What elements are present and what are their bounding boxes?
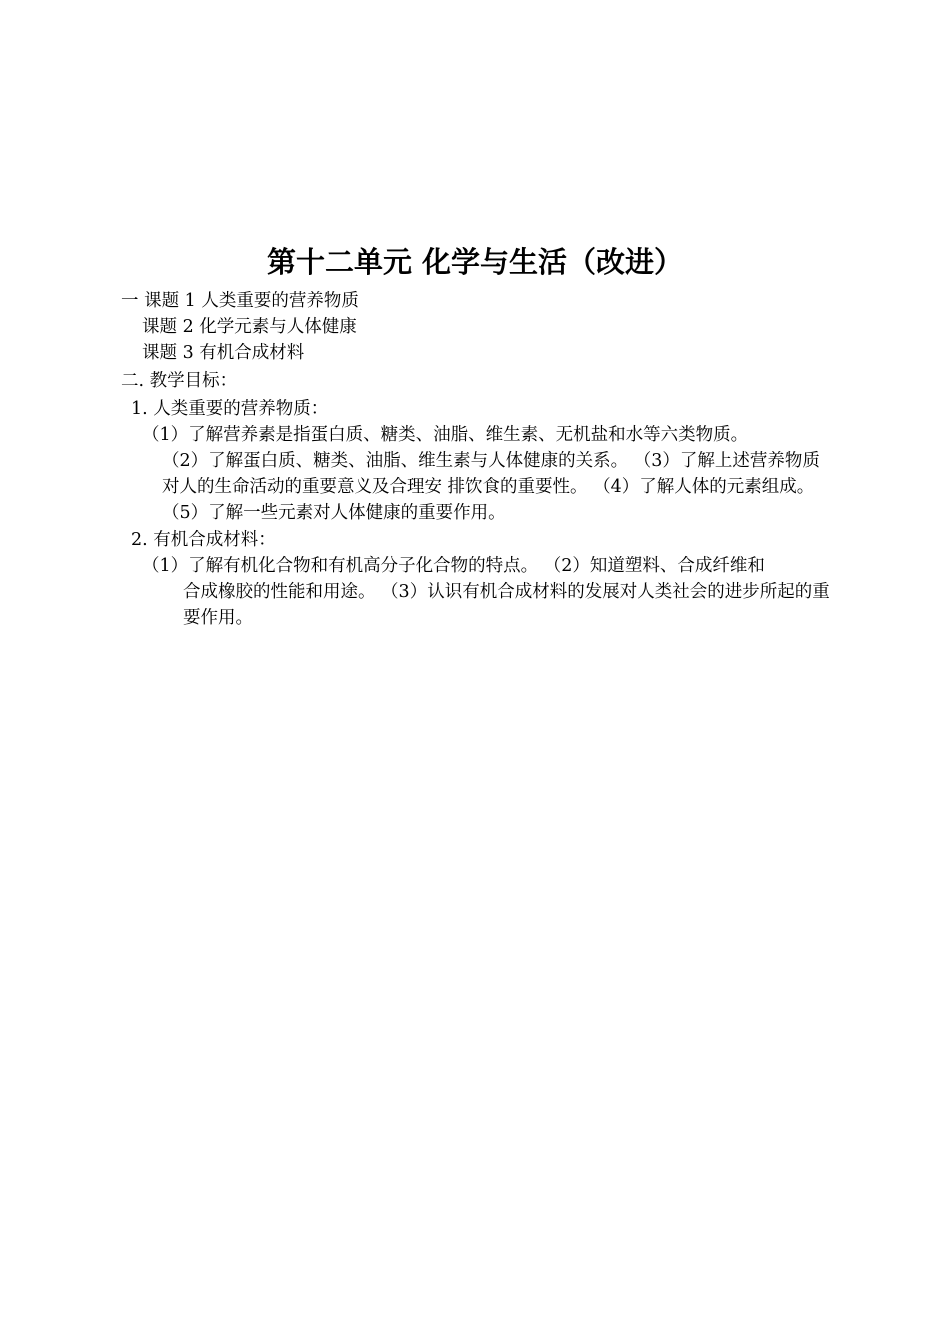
goal-1-items-2-5: （2）了解蛋白质、糖类、油脂、维生素与人体健康的关系。 （3）了解上述营养物质对人的生命活动的重要意义及合理安 排饮食的重要性。 （4）了解人体的元素组成。 （5）了解一些元素对人体健康的重要作用。	[162, 451, 820, 523]
lesson-2-line: 课题 2 化学元素与人体健康	[142, 317, 357, 337]
goal-2-item-1: （1）了解有机化合物和有机高分子化合物的特点。 （2）知道塑料、合成纤维和	[142, 556, 765, 576]
goal-2-heading: 2. 有机合成材料：	[131, 530, 276, 550]
goal-2-items-cont: 合成橡胶的性能和用途。 （3）认识有机合成材料的发展对人类社会的进步所起的重要作用。	[183, 582, 830, 628]
page-title: 第十二单元 化学与生活（改进）	[266, 245, 684, 279]
lesson-3-line: 课题 3 有机合成材料	[142, 343, 305, 363]
goal-1-item-1: （1）了解营养素是指蛋白质、糖类、油脂、维生素、无机盐和水等六类物质。	[142, 425, 749, 445]
goal-1-heading: 1. 人类重要的营养物质：	[131, 399, 329, 419]
lesson-1-line: 一 课题 1 人类重要的营养物质	[121, 291, 359, 311]
teaching-goals-heading: 二. 教学目标：	[121, 371, 238, 391]
